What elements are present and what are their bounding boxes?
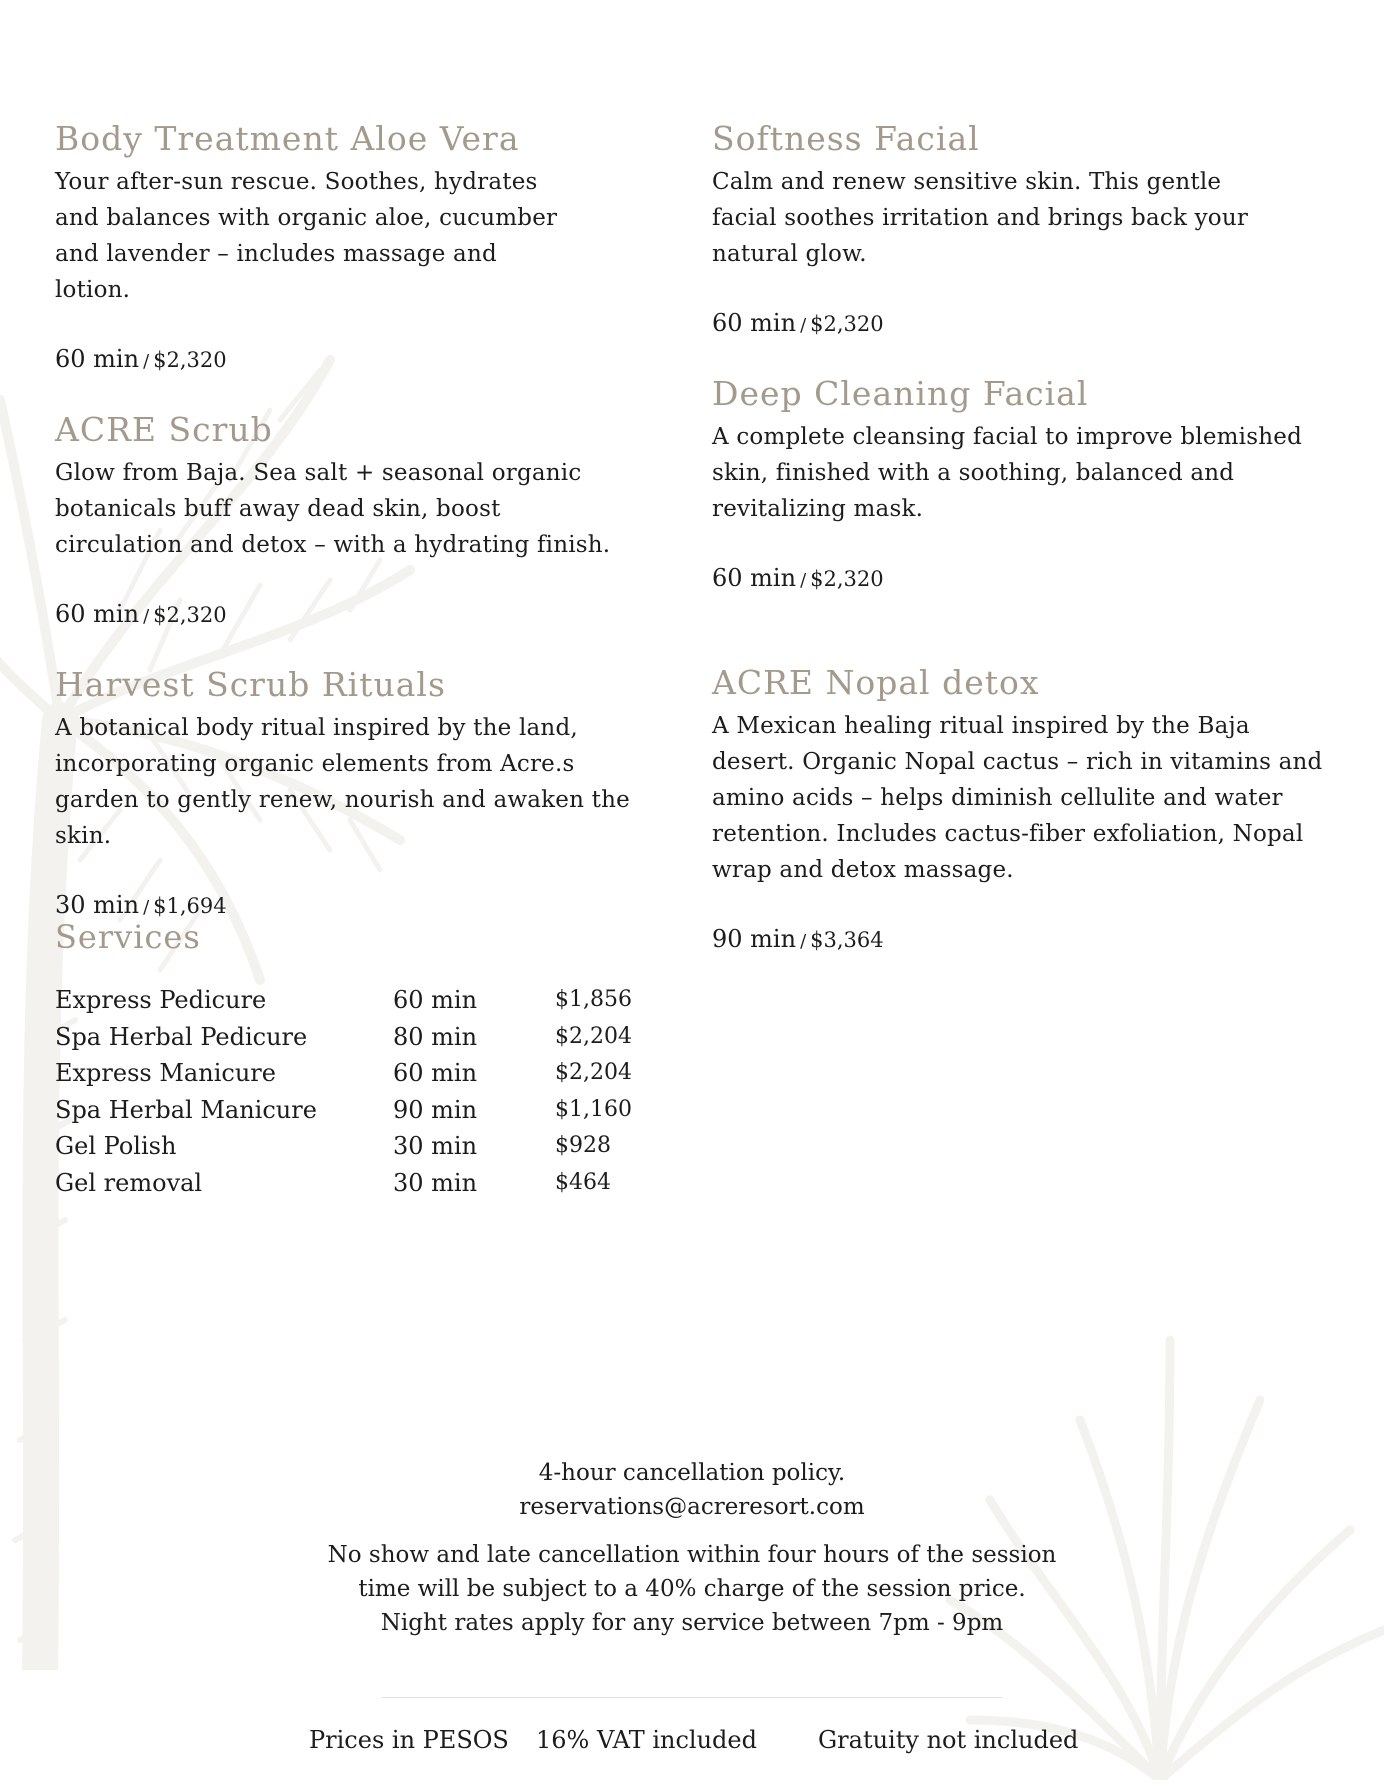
policy-note: [0, 1538, 1384, 1640]
divider: [382, 1697, 1002, 1698]
service-row: [55, 1128, 695, 1165]
note-line: time will be subject to a 40% charge of the session price.: [358, 1576, 1026, 1602]
service-name: Spa Herbal Manicure: [55, 1095, 317, 1124]
treatment-title: ACRE Scrub: [55, 409, 273, 449]
service-price: $1,160: [555, 1096, 632, 1122]
treatment-price-line: 60 min / $2,320: [55, 599, 227, 628]
treatment-title: Softness Facial: [712, 119, 980, 158]
service-row: [55, 1055, 695, 1092]
treatment-item: [55, 411, 645, 632]
service-row: [55, 1019, 695, 1056]
service-duration: 80 min: [393, 1022, 478, 1051]
service-name: Gel Polish: [55, 1132, 177, 1160]
treatment-title: Deep Cleaning Facial: [712, 373, 1089, 413]
service-duration: 30 min: [393, 1168, 478, 1197]
reservations-email[interactable]: reservations@acreresort.com: [519, 1494, 865, 1520]
service-price: $2,204: [555, 1023, 632, 1049]
treatment-price-line: 60 min / $2,320: [55, 344, 227, 373]
service-name: Express Manicure: [55, 1059, 276, 1087]
treatment-duration: 60 min: [55, 344, 140, 373]
treatment-duration: 60 min: [712, 308, 797, 337]
service-row: [55, 982, 695, 1019]
services-title: Services: [55, 918, 201, 956]
left-column: [55, 120, 645, 957]
treatment-item: [712, 662, 1323, 957]
treatment-price-line: 90 min / $3,364: [712, 924, 884, 953]
treatment-price: $2,320: [810, 311, 884, 336]
vat-note: 16% VAT included: [536, 1726, 757, 1754]
policy-text: 4-hour cancellation policy.: [538, 1460, 846, 1486]
treatment-price-line: 60 min / $2,320: [712, 563, 884, 592]
service-price: $1,856: [555, 987, 632, 1012]
treatment-duration: 60 min: [55, 599, 140, 628]
treatment-item: [712, 375, 1302, 596]
treatment-price-line: 30 min / $1,694: [55, 890, 227, 919]
service-duration: 30 min: [393, 1132, 478, 1160]
treatment-price: $2,320: [810, 566, 884, 591]
treatment-price: $3,364: [810, 927, 884, 952]
gratuity-note: Gratuity not included: [818, 1726, 1079, 1754]
treatment-title: Harvest Scrub Rituals: [55, 664, 446, 704]
treatment-duration: 90 min: [712, 924, 797, 953]
service-duration: 60 min: [393, 986, 478, 1014]
currency-note: Prices in PESOS: [309, 1726, 509, 1754]
treatment-item: [55, 666, 645, 923]
service-duration: 90 min: [393, 1095, 478, 1124]
service-row: [55, 1165, 695, 1202]
treatment-item: [55, 120, 645, 377]
service-name: Gel removal: [55, 1168, 203, 1197]
treatment-description: Calm and renew sensitive skin. This gentle facial soothes irritation and brings back your natural glow.: [712, 168, 1249, 267]
treatment-price: $1,694: [153, 893, 227, 918]
treatment-description: Glow from Baja. Sea salt + seasonal organic botanicals buff away dead skin, boost circulation and detox – with a hydrating finish.: [55, 459, 611, 558]
service-row: [55, 1092, 695, 1129]
service-price: $928: [555, 1133, 611, 1158]
treatment-description: A botanical body ritual inspired by the land, incorporating organic elements from Acre.s garden to gently renew, nourish and awaken the skin.: [55, 714, 630, 849]
treatment-duration: 30 min: [55, 890, 140, 919]
services-section: [55, 918, 695, 1201]
treatment-title: Body Treatment Aloe Vera: [55, 119, 520, 158]
treatment-title: ACRE Nopal detox: [712, 662, 1040, 702]
treatment-item: [712, 120, 1302, 341]
treatment-price: $2,320: [153, 602, 227, 627]
treatment-duration: 60 min: [712, 563, 797, 592]
service-name: Express Pedicure: [55, 986, 267, 1014]
service-price: $464: [555, 1169, 611, 1195]
service-duration: 60 min: [393, 1059, 478, 1087]
treatment-price-line: 60 min / $2,320: [712, 308, 884, 337]
service-price: $2,204: [555, 1060, 632, 1085]
cancellation-policy: [0, 1456, 1384, 1524]
note-line: Night rates apply for any service between 7pm - 9pm: [380, 1610, 1004, 1636]
treatment-description: Your after-sun rescue. Soothes, hydrates and balances with organic aloe, cucumber and lavender – includes massage and lotion.: [55, 168, 558, 303]
right-column: [712, 119, 1323, 991]
treatment-price: $2,320: [153, 347, 227, 372]
treatment-description: A Mexican healing ritual inspired by the Baja desert. Organic Nopal cactus – rich in vitamins and amino acids – helps diminish cellulite and water retention. Includes cactus-fiber exfoliation, Nopal wrap and detox massage.: [712, 712, 1323, 883]
treatment-description: A complete cleansing facial to improve blemished skin, finished with a soothing, balanced and revitalizing mask.: [712, 423, 1302, 522]
note-line: No show and late cancellation within four hours of the session: [327, 1542, 1057, 1568]
service-name: Spa Herbal Pedicure: [55, 1022, 308, 1051]
